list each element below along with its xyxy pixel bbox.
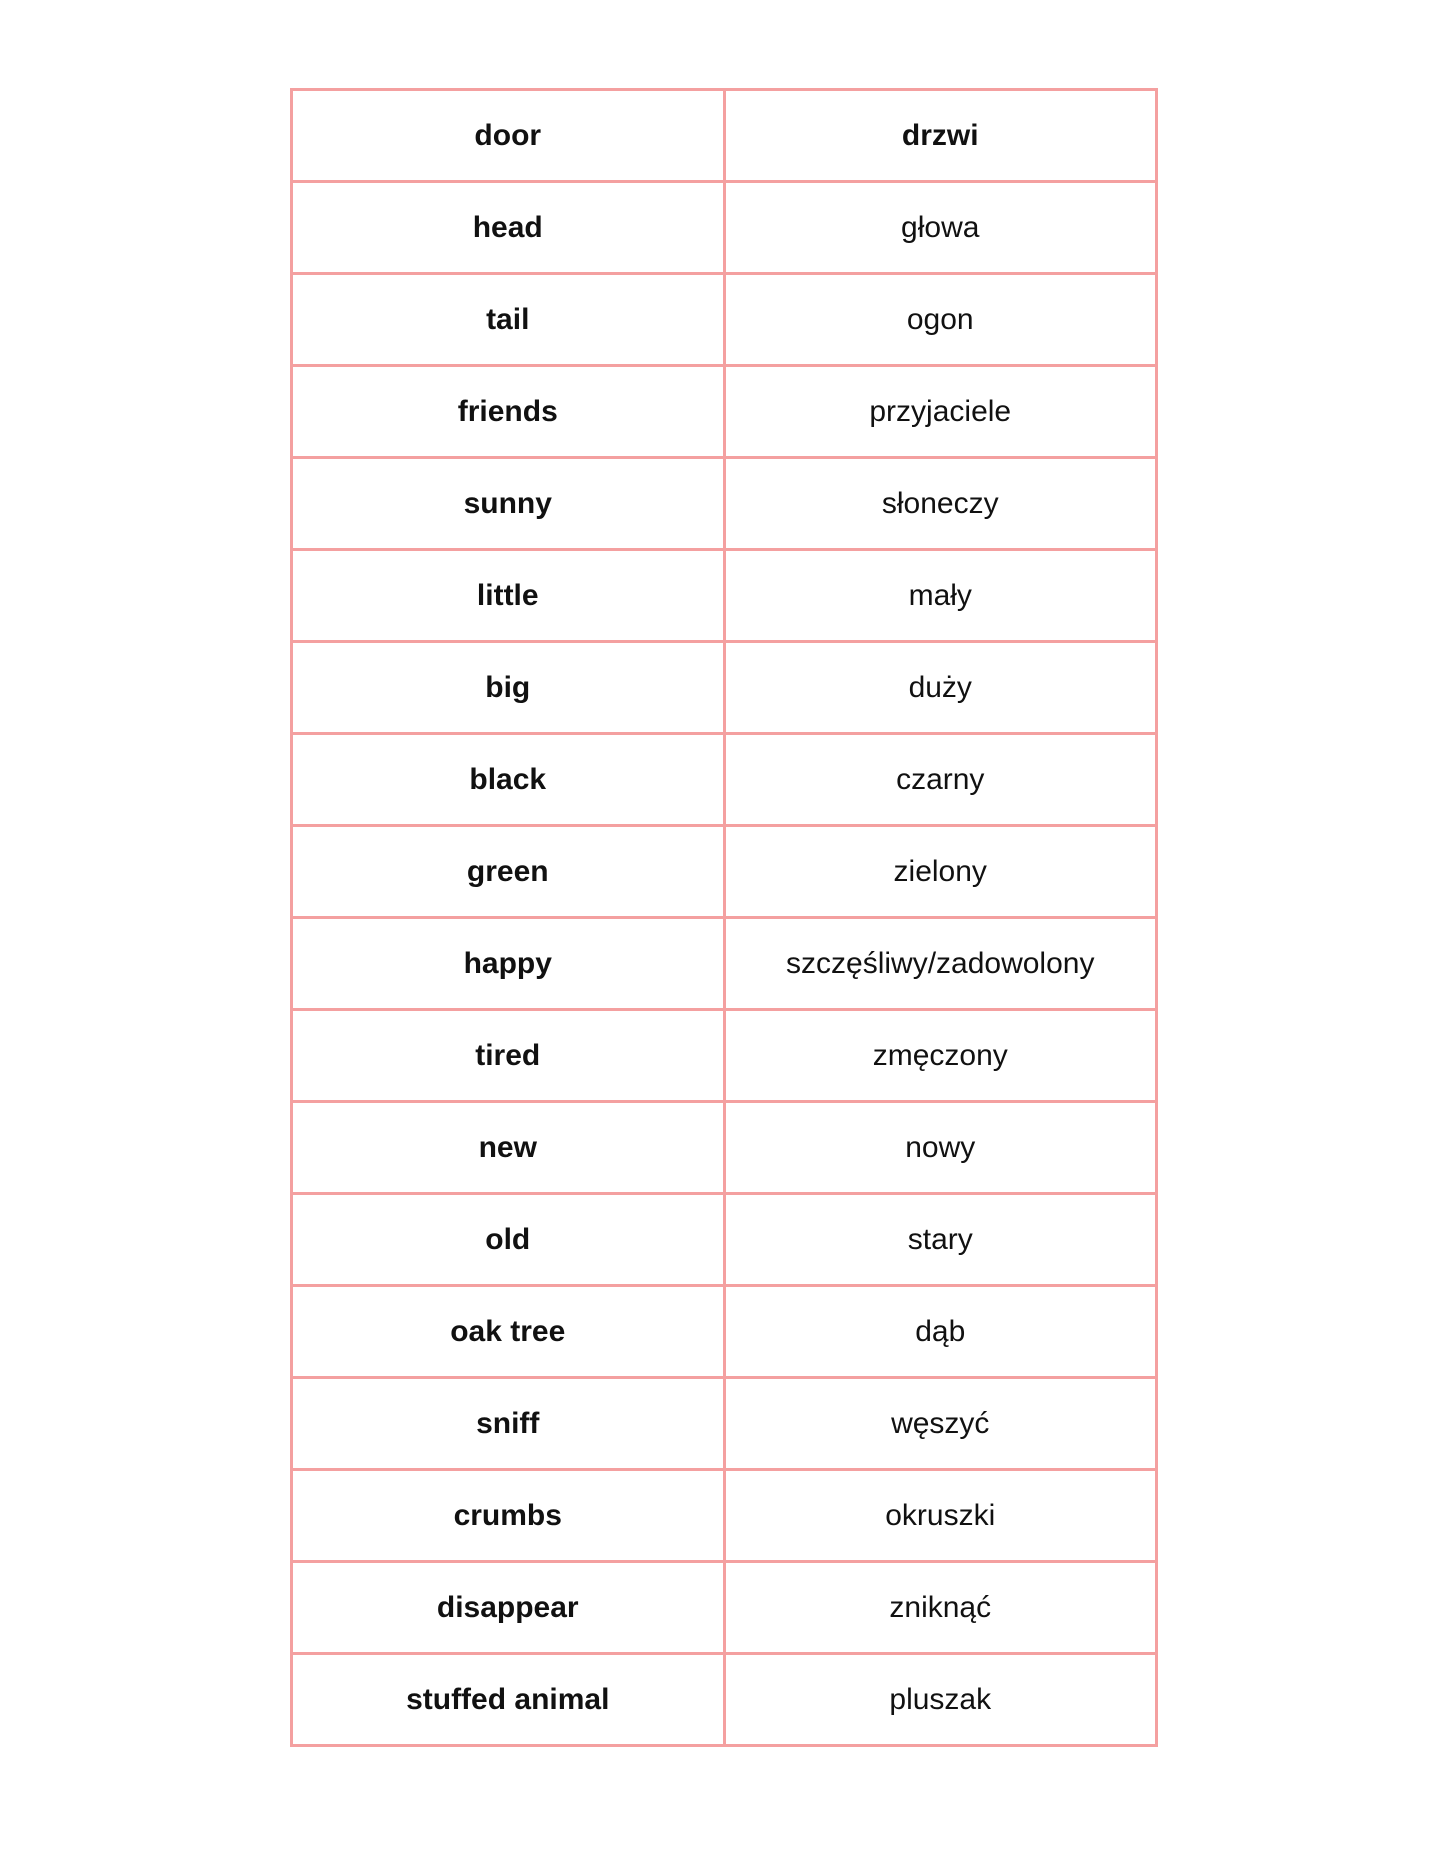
polish-translation-cell: zielony — [724, 826, 1157, 918]
polish-translation-cell: nowy — [724, 1102, 1157, 1194]
english-word-cell: stuffed animal — [292, 1654, 725, 1746]
english-word-cell: new — [292, 1102, 725, 1194]
table-row — [292, 458, 1157, 550]
polish-translation-cell: szczęśliwy/zadowolony — [724, 918, 1157, 1010]
polish-translation-cell: zmęczony — [724, 1010, 1157, 1102]
polish-translation-cell: słoneczy — [724, 458, 1157, 550]
english-word-cell: tired — [292, 1010, 725, 1102]
table-row — [292, 90, 1157, 182]
polish-translation-cell: zniknąć — [724, 1562, 1157, 1654]
english-word-cell: sunny — [292, 458, 725, 550]
polish-translation-cell: ogon — [724, 274, 1157, 366]
polish-translation-cell: stary — [724, 1194, 1157, 1286]
table-row — [292, 642, 1157, 734]
english-word-cell: little — [292, 550, 725, 642]
table-row — [292, 1562, 1157, 1654]
table-row — [292, 274, 1157, 366]
table-row — [292, 826, 1157, 918]
polish-translation-cell: dąb — [724, 1286, 1157, 1378]
english-word-cell: sniff — [292, 1378, 725, 1470]
english-word-cell: big — [292, 642, 725, 734]
polish-translation-cell: pluszak — [724, 1654, 1157, 1746]
polish-translation-cell: czarny — [724, 734, 1157, 826]
table-row — [292, 918, 1157, 1010]
polish-translation-cell: okruszki — [724, 1470, 1157, 1562]
table-row — [292, 1470, 1157, 1562]
table-row — [292, 1010, 1157, 1102]
polish-translation-cell: duży — [724, 642, 1157, 734]
polish-translation-cell: głowa — [724, 182, 1157, 274]
table-row — [292, 550, 1157, 642]
english-word-cell: green — [292, 826, 725, 918]
english-word-cell: tail — [292, 274, 725, 366]
english-word-cell: old — [292, 1194, 725, 1286]
english-word-cell: door — [292, 90, 725, 182]
english-word-cell: disappear — [292, 1562, 725, 1654]
table-row — [292, 1102, 1157, 1194]
table-row — [292, 1378, 1157, 1470]
english-word-cell: oak tree — [292, 1286, 725, 1378]
vocabulary-table — [290, 88, 1158, 1747]
table-row — [292, 734, 1157, 826]
polish-translation-cell: przyjaciele — [724, 366, 1157, 458]
table-row — [292, 366, 1157, 458]
table-row — [292, 1194, 1157, 1286]
table-row — [292, 1654, 1157, 1746]
table-row — [292, 1286, 1157, 1378]
polish-translation-cell: drzwi — [724, 90, 1157, 182]
polish-translation-cell: mały — [724, 550, 1157, 642]
english-word-cell: happy — [292, 918, 725, 1010]
table-row — [292, 182, 1157, 274]
english-word-cell: head — [292, 182, 725, 274]
english-word-cell: black — [292, 734, 725, 826]
english-word-cell: friends — [292, 366, 725, 458]
english-word-cell: crumbs — [292, 1470, 725, 1562]
polish-translation-cell: węszyć — [724, 1378, 1157, 1470]
vocabulary-table-body — [292, 90, 1157, 1746]
